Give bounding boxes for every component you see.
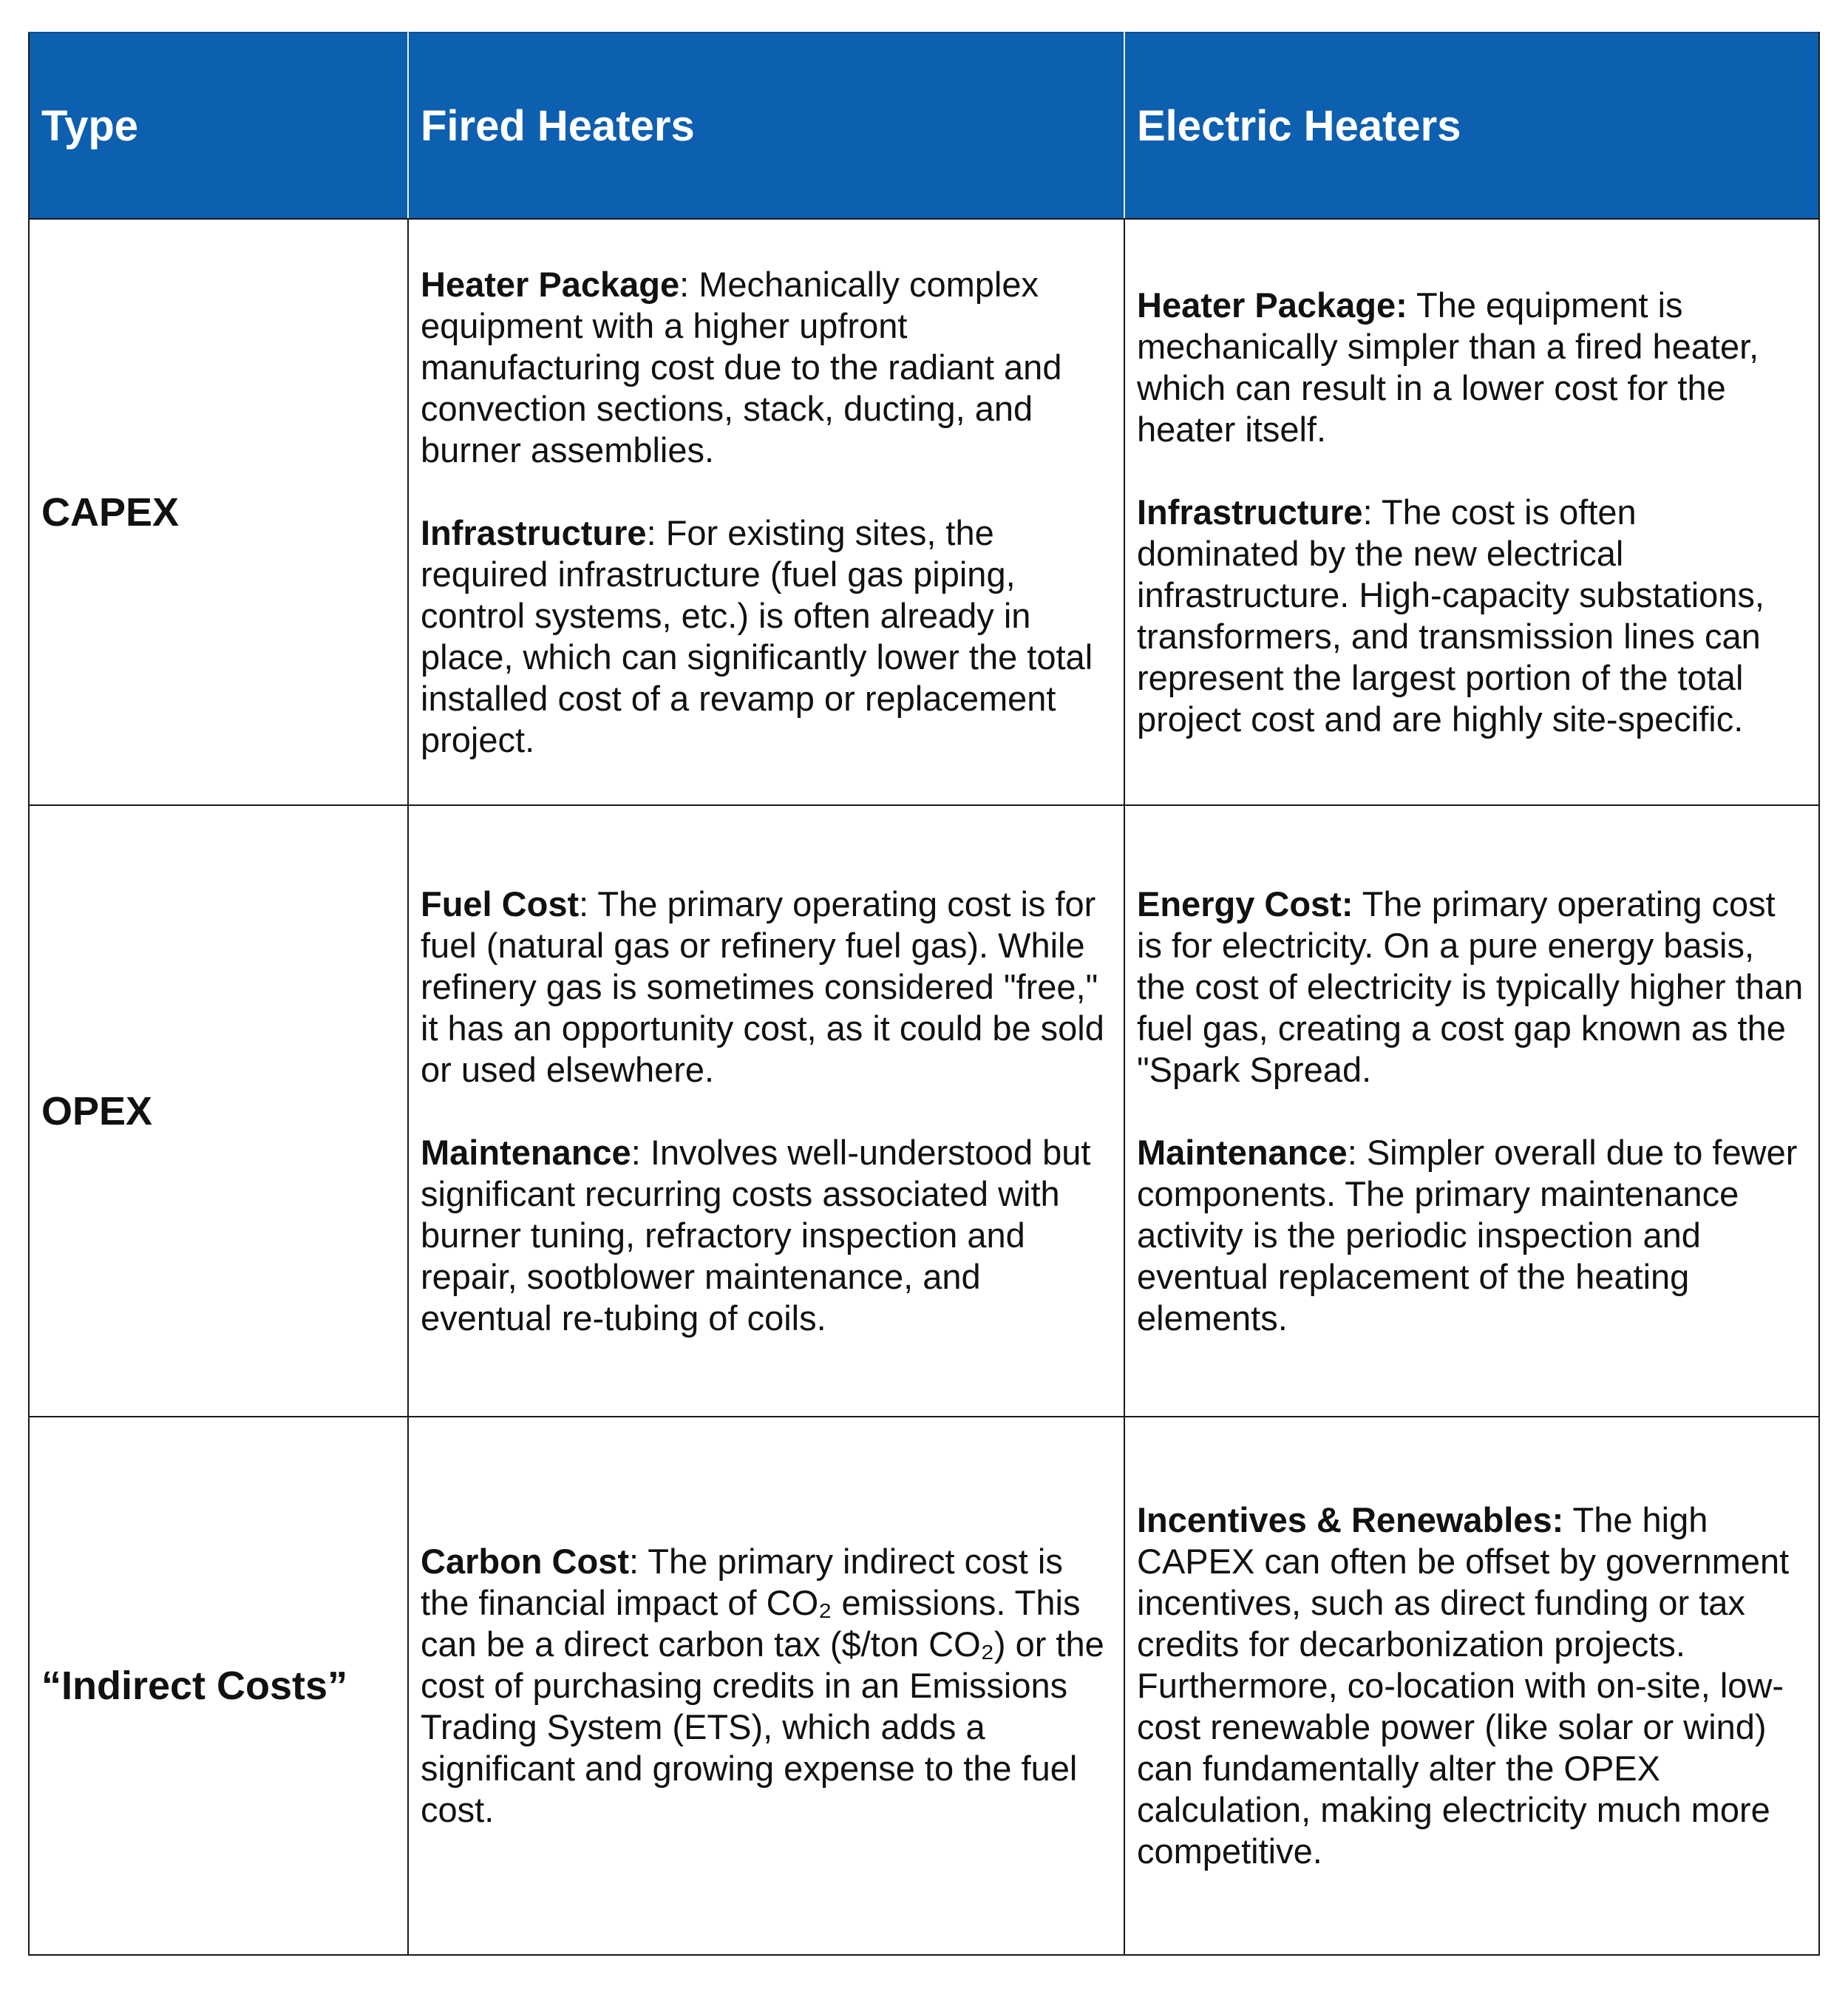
label-separator: :: [646, 512, 666, 552]
paragraph: [1137, 1132, 1807, 1339]
paragraph-label: Fuel Cost: [421, 884, 580, 923]
paragraph-label: Carbon Cost: [421, 1542, 629, 1581]
paragraph-text: The high CAPEX can often be offset by government incentives, such as direct funding or tax credits for decarbonization projects. Furthermore, co-location with on-site, low-cost renewable power (like solar or wind) can fundamentally alter the OPEX calculation, making electricity much more competitive.: [1137, 1500, 1790, 1871]
row-opex: [29, 805, 1819, 1417]
paragraph-text: Involves well-understood but significant recurring costs associated with burner tuning, refractory inspection and repair, sootblower maintenance, and eventual re-tubing of coils.: [421, 1132, 1091, 1338]
paragraph-label: Infrastructure: [1137, 492, 1363, 532]
header-electric-heaters: Electric Heaters: [1124, 33, 1819, 219]
label-separator: :: [679, 264, 699, 304]
paragraph-text: Simpler overall due to fewer components. The primary maintenance activity is the periodic inspection and eventual replacement of the heating elements.: [1137, 1132, 1798, 1338]
paragraph-text: The equipment is mechanically simpler than a fired heater, which can result in a lower cost for the heater itself.: [1137, 285, 1759, 449]
header-fired-heaters: Fired Heaters: [408, 33, 1124, 219]
label-separator: [1563, 1500, 1572, 1539]
fired-cell: [408, 1417, 1124, 1955]
paragraph: [1137, 492, 1807, 740]
paragraph-label: Heater Package:: [1137, 285, 1407, 325]
header-type: Type: [29, 33, 408, 219]
paragraph: [421, 1541, 1112, 1831]
paragraph: [421, 884, 1112, 1091]
paragraph-text: Mechanically complex equipment with a higher upfront manufacturing cost due to the radiant and convection sections, stack, ducting, and burner assemblies.: [421, 264, 1062, 470]
paragraph-label: Infrastructure: [421, 512, 647, 552]
row-indirect-costs: [29, 1417, 1819, 1955]
electric-cell: [1124, 219, 1819, 805]
paragraph: [421, 1132, 1112, 1339]
paragraph-text: The primary indirect cost is the financial impact of CO₂ emissions. This can be a direct carbon tax ($/ton CO₂) or the cost of purchasing credits in an Emissions Trading System (ETS), which adds a significant and growing expense to the fuel cost.: [421, 1542, 1104, 1829]
header-row: [29, 33, 1819, 219]
label-separator: [1353, 884, 1362, 923]
cost-comparison-table: [28, 32, 1820, 1956]
label-separator: :: [579, 884, 598, 923]
paragraph-label: Heater Package: [421, 264, 680, 304]
type-cell: OPEX: [29, 805, 408, 1417]
label-separator: [1407, 285, 1416, 325]
label-separator: :: [1362, 492, 1382, 532]
electric-cell: [1124, 805, 1819, 1417]
paragraph-text: For existing sites, the required infrastructure (fuel gas piping, control systems, etc.) is often already in place, which can significantly lower the total installed cost of a revamp or replacement project.: [421, 512, 1093, 759]
type-cell: CAPEX: [29, 219, 408, 805]
fired-cell: [408, 219, 1124, 805]
paragraph: [1137, 884, 1807, 1091]
type-cell: “Indirect Costs”: [29, 1417, 408, 1955]
label-separator: :: [631, 1132, 650, 1172]
label-separator: :: [1347, 1132, 1367, 1172]
fired-cell: [408, 805, 1124, 1417]
paragraph: [421, 512, 1112, 761]
paragraph-label: Maintenance: [1137, 1132, 1348, 1172]
paragraph: [1137, 285, 1807, 450]
paragraph-text: The primary operating cost is for fuel (natural gas or refinery fuel gas). While refinery gas is sometimes considered "free," it has an opportunity cost, as it could be sold or used elsewhere.: [421, 884, 1104, 1089]
label-separator: :: [629, 1542, 648, 1581]
paragraph: [1137, 1499, 1807, 1872]
electric-cell: [1124, 1417, 1819, 1955]
paragraph-label: Energy Cost:: [1137, 884, 1353, 923]
paragraph-text: The primary operating cost is for electricity. On a pure energy basis, the cost of electricity is typically higher than fuel gas, creating a cost gap known as the "Spark Spread.: [1137, 884, 1804, 1089]
paragraph-label: Maintenance: [421, 1132, 631, 1172]
paragraph-label: Incentives & Renewables:: [1137, 1500, 1564, 1539]
paragraph: [421, 264, 1112, 471]
row-capex: [29, 219, 1819, 805]
paragraph-text: The cost is often dominated by the new electrical infrastructure. High-capacity substations, transformers, and transmission lines can represent the largest portion of the total project cost and are highly site-specific.: [1137, 492, 1764, 739]
